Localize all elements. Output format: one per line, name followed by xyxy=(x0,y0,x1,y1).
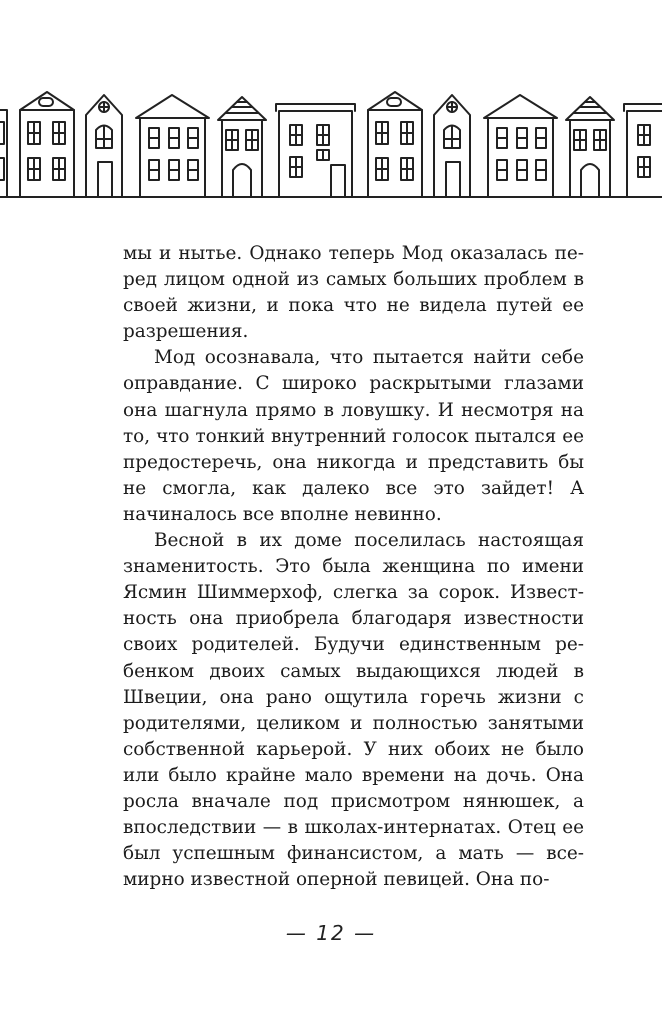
house-icon xyxy=(368,92,422,197)
house-icon xyxy=(276,104,355,197)
house-icon xyxy=(484,95,557,197)
house-icon xyxy=(86,95,122,197)
house-row-ornament xyxy=(0,84,662,202)
body-text xyxy=(123,241,584,893)
house-icon xyxy=(136,95,209,197)
paragraph: Мод осознавала, что пытается найти себе оправдание. С широко раскрытыми глазами она шагнула прямо в ловушку. И несмотря на то, что тонкий внутренний голосок пытался ее предостеречь, она никогда и представить бы не смогла, как далеко все это зайдет! А начиналось все вполне невинно. xyxy=(123,347,584,525)
house-icon xyxy=(566,97,614,197)
paragraph: мы и нытье. Однако теперь Мод оказалась перед лицом одной из самых больших проблем в своей жизни, и пока что не видела путей ее разрешения. xyxy=(123,243,584,343)
page-number: — 12 — xyxy=(285,921,377,945)
paragraph: Весной в их доме поселилась настоящая знаменитость. Это была женщина по имени Ясмин Шиммерхоф, слегка за сорок. Известность она приобрела благодаря известности своих родителей. Будучи единственным ребенком двоих самых выдающихся людей в Швеции, она рано ощутила горечь жизни с родителями, целиком и полностью занятыми собственной карьерой. У них обоих не было или было крайне мало времени на дочь. Она росла вначале под присмотром нянюшек, а впоследствии — в школах-интернатах. Отец ее был успешным финансистом, а мать — всемирно известной оперной певицей. Она по- xyxy=(123,530,584,891)
house-icon xyxy=(624,104,662,197)
house-icon xyxy=(218,97,266,197)
house-icon xyxy=(434,95,470,197)
house-icon xyxy=(0,110,7,197)
house-icon xyxy=(20,92,74,197)
